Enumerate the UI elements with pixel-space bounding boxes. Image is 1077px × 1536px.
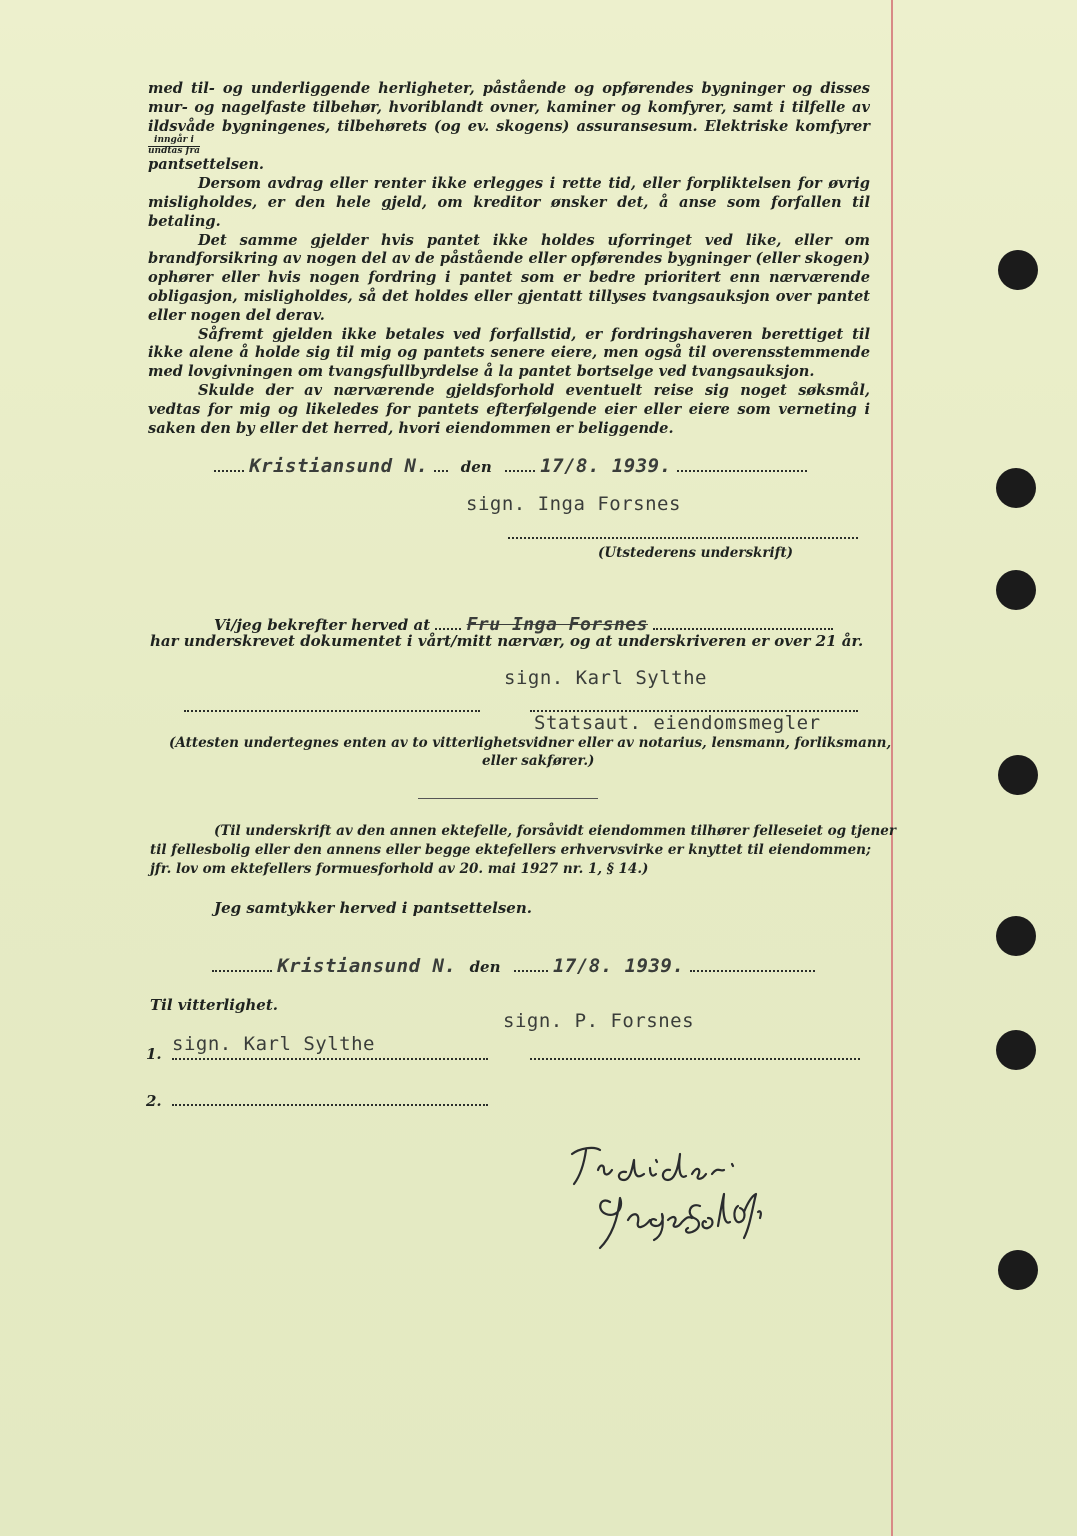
punch-hole (996, 1030, 1036, 1070)
issuer-signature: sign. Inga Forsnes (466, 493, 681, 515)
attest-line-2: har underskrevet dokumentet i vårt/mitt nærvær, og at underskriveren er over 21 år. (150, 632, 864, 650)
spouse-note-2: til fellesbolig eller den annens eller begge ektefellers erhvervsvirke er knyttet til eiendommen; (150, 842, 871, 858)
clause-1: med til- og underliggende herligheter, påstående og opførendes bygninger og disses mur- og nagelfaste tilbehør, hvoriblandt ovner, kaminer og komfyrer, samt i tilfelle av ildsvåde bygningenes, tilbehørets (og ev. skogens) assuransesum. Elektriske komfyrer inngår i undtas fra pantsettelsen. (148, 80, 870, 174)
witness-number-2: 2. (146, 1092, 162, 1110)
issuer-place-date (214, 455, 807, 477)
separator (418, 798, 598, 799)
punch-hole (996, 916, 1036, 956)
attested-person: Fru Inga Forsnes (466, 614, 648, 635)
witness-number-1: 1. (146, 1045, 162, 1063)
broker-title: Statsaut. eiendomsmegler (534, 712, 821, 734)
issuer-date: 17/8. 1939. (540, 455, 672, 477)
witness-label: Til vitterlighet. (150, 996, 278, 1014)
footnote-choice: inngår i undtas fra (148, 135, 201, 157)
spouse-signature: sign. P. Forsnes (503, 1010, 695, 1032)
punch-hole (998, 250, 1038, 290)
clause-3: Det samme gjelder hvis pantet ikke holdes uforringet ved like, eller om brandforsikring av nogen del av de påstående eller opførendes bygninger (eller skogen) ophører eller hvis nogen fordring i pantet som er bedre prioritert enn nærværende obligasjon, misligholdes, så det holdes eller gjentatt tillyses tvangsauksjon over pantet eller nogen del derav. (148, 231, 870, 324)
den-label: den (469, 958, 501, 976)
witness-2-line (172, 1104, 488, 1106)
attest-note-1: (Attesten undertegnes enten av to vitterlighetsvidner eller av notarius, lensmann, forliksmann, (169, 735, 892, 751)
punch-hole (998, 755, 1038, 795)
witness-1-line (172, 1058, 488, 1060)
spouse-date: 17/8. 1939. (552, 955, 685, 977)
mortgage-clauses (148, 80, 870, 438)
clause-5: Skulde der av nærværende gjeldsforhold eventuelt reise sig noget søksmål, vedtas for mig og likeledes for pantets efterfølgende eier eller eiere som verneting i saken den by eller det herred, hvori eiendommen er beliggende. (148, 381, 870, 437)
witness-line-left (184, 710, 480, 712)
spouse-signature-line (530, 1058, 860, 1060)
margin-line (891, 0, 893, 1536)
den-label: den (460, 458, 492, 476)
handwritten-signature (560, 1140, 780, 1255)
attest-line-1: Vi/jeg bekrefter herved at Fru Inga Forsnes (214, 614, 833, 635)
punch-hole (998, 1250, 1038, 1290)
spouse-note-3: jfr. lov om ektefellers formuesforhold av 20. mai 1927 nr. 1, § 14.) (150, 861, 649, 877)
attest-note-2: eller sakfører.) (482, 753, 595, 769)
spouse-note-1: (Til underskrift av den annen ektefelle, forsåvidt eiendommen tilhører felleseiet og tjener (214, 823, 896, 839)
clause-2: Dersom avdrag eller renter ikke erlegges i rette tid, eller forpliktelsen for øvrig misligholdes, er den hele gjeld, om kreditor ønsker det, å anse som forfallen til betaling. (148, 175, 870, 230)
signature-line (508, 537, 858, 539)
witness-1-signature: sign. Karl Sylthe (172, 1033, 375, 1055)
spouse-consent: Jeg samtykker herved i pantsettelsen. (214, 899, 532, 917)
punch-hole (996, 570, 1036, 610)
spouse-place: Kristiansund N. (277, 955, 457, 977)
clause-4: Såfremt gjelden ikke betales ved forfallstid, er fordringshaveren berettiget til ikke alene å holde sig til mig og pantets senere eiere, men også til overensstemmende med lovgivningen om tvangsfullbyrdelse å la pantet bortselge ved tvangsauksjon. (148, 325, 870, 381)
issuer-place: Kristiansund N. (249, 455, 429, 477)
punch-hole (996, 468, 1036, 508)
issuer-caption: (Utstederens underskrift) (598, 545, 794, 561)
spouse-place-date (212, 955, 815, 977)
attest-signature: sign. Karl Sylthe (504, 667, 707, 689)
